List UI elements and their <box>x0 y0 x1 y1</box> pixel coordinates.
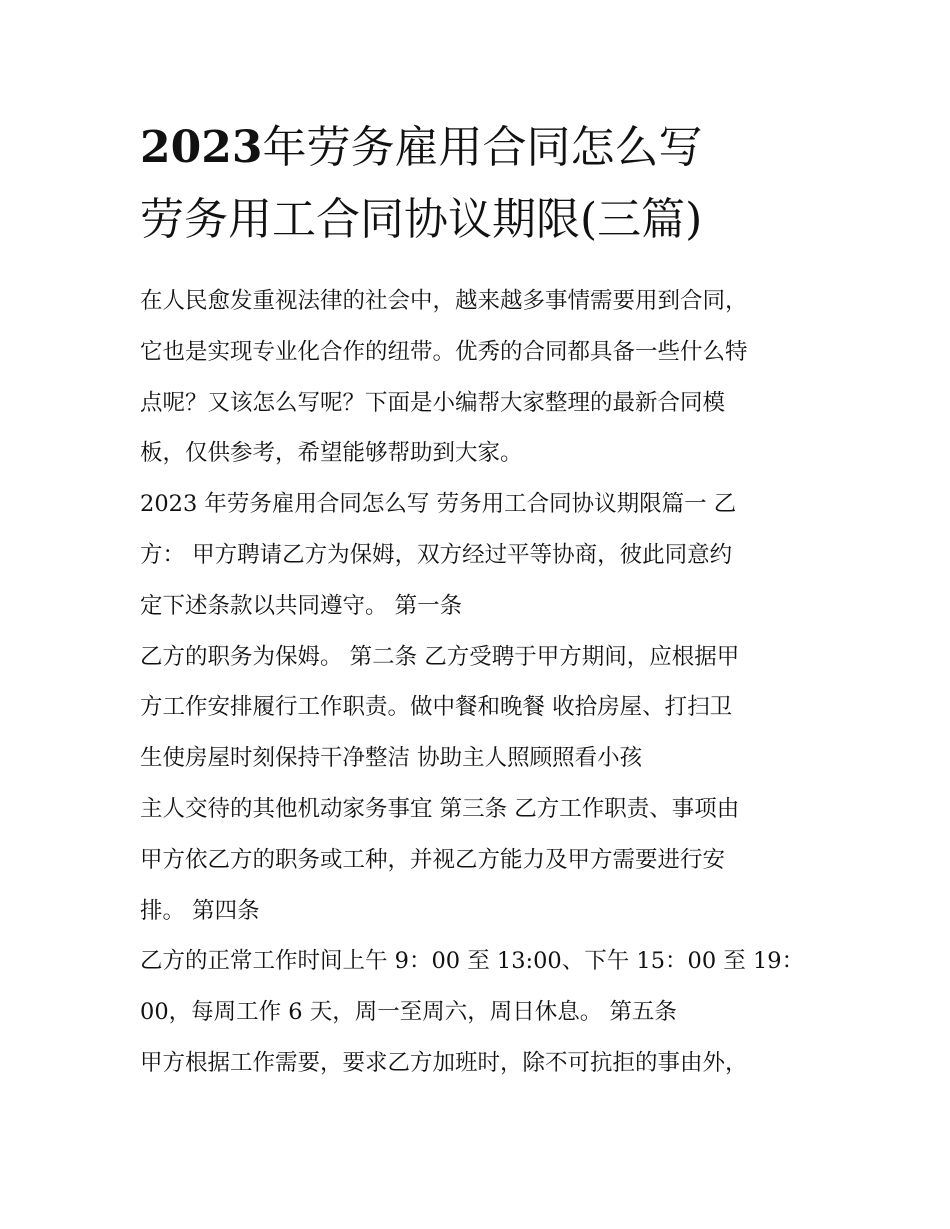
body-line: 00，每周工作 6 天，周一至周六，周日休息。 第五条 <box>140 999 677 1026</box>
body-line: 甲方依乙方的职务或工种，并视乙方能力及甲方需要进行安 <box>140 846 726 873</box>
title-year: 2023 <box>140 122 263 173</box>
body-line: 生使房屋时刻保持干净整洁 协助主人照顾照看小孩 <box>140 745 643 772</box>
body-line: 点呢？又该怎么写呢？下面是小编帮大家整理的最新合同模 <box>140 389 726 416</box>
body-line: 乙方的正常工作时间上午 9：00 至 13:00、下午 15：00 至 19： <box>140 948 805 975</box>
body-line: 定下述条款以共同遵守。 第一条 <box>140 592 463 619</box>
body-line: 板，仅供参考，希望能够帮助到大家。 <box>140 440 523 467</box>
title-line-1-text: 年劳务雇用合同怎么写 <box>262 122 703 173</box>
body-line: 方： 甲方聘请乙方为保姆，双方经过平等协商，彼此同意约 <box>140 541 733 568</box>
document-body <box>140 276 830 1089</box>
body-line: 2023 年劳务雇用合同怎么写 劳务用工合同协议期限篇一 乙 <box>140 491 737 518</box>
body-line: 它也是实现专业化合作的纽带。优秀的合同都具备一些什么特 <box>140 338 748 365</box>
body-line: 甲方根据工作需要，要求乙方加班时，除不可抗拒的事由外， <box>140 1049 748 1076</box>
body-line: 排。 第四条 <box>140 897 260 924</box>
title-line-2: 劳务用工合同协议期限(三篇) <box>140 194 703 245</box>
body-line: 在人民愈发重视法律的社会中，越来越多事情需要用到合同， <box>140 288 748 314</box>
body-line: 主人交待的其他机动家务事宜 第三条 乙方工作职责、事项由 <box>140 795 740 822</box>
body-line: 方工作安排履行工作职责。做中餐和晚餐 收拾房屋、打扫卫 <box>140 694 733 721</box>
title-line-1 <box>140 112 820 184</box>
body-line: 乙方的职务为保姆。 第二条 乙方受聘于甲方期间，应根据甲 <box>140 643 740 670</box>
document-title <box>140 112 820 256</box>
